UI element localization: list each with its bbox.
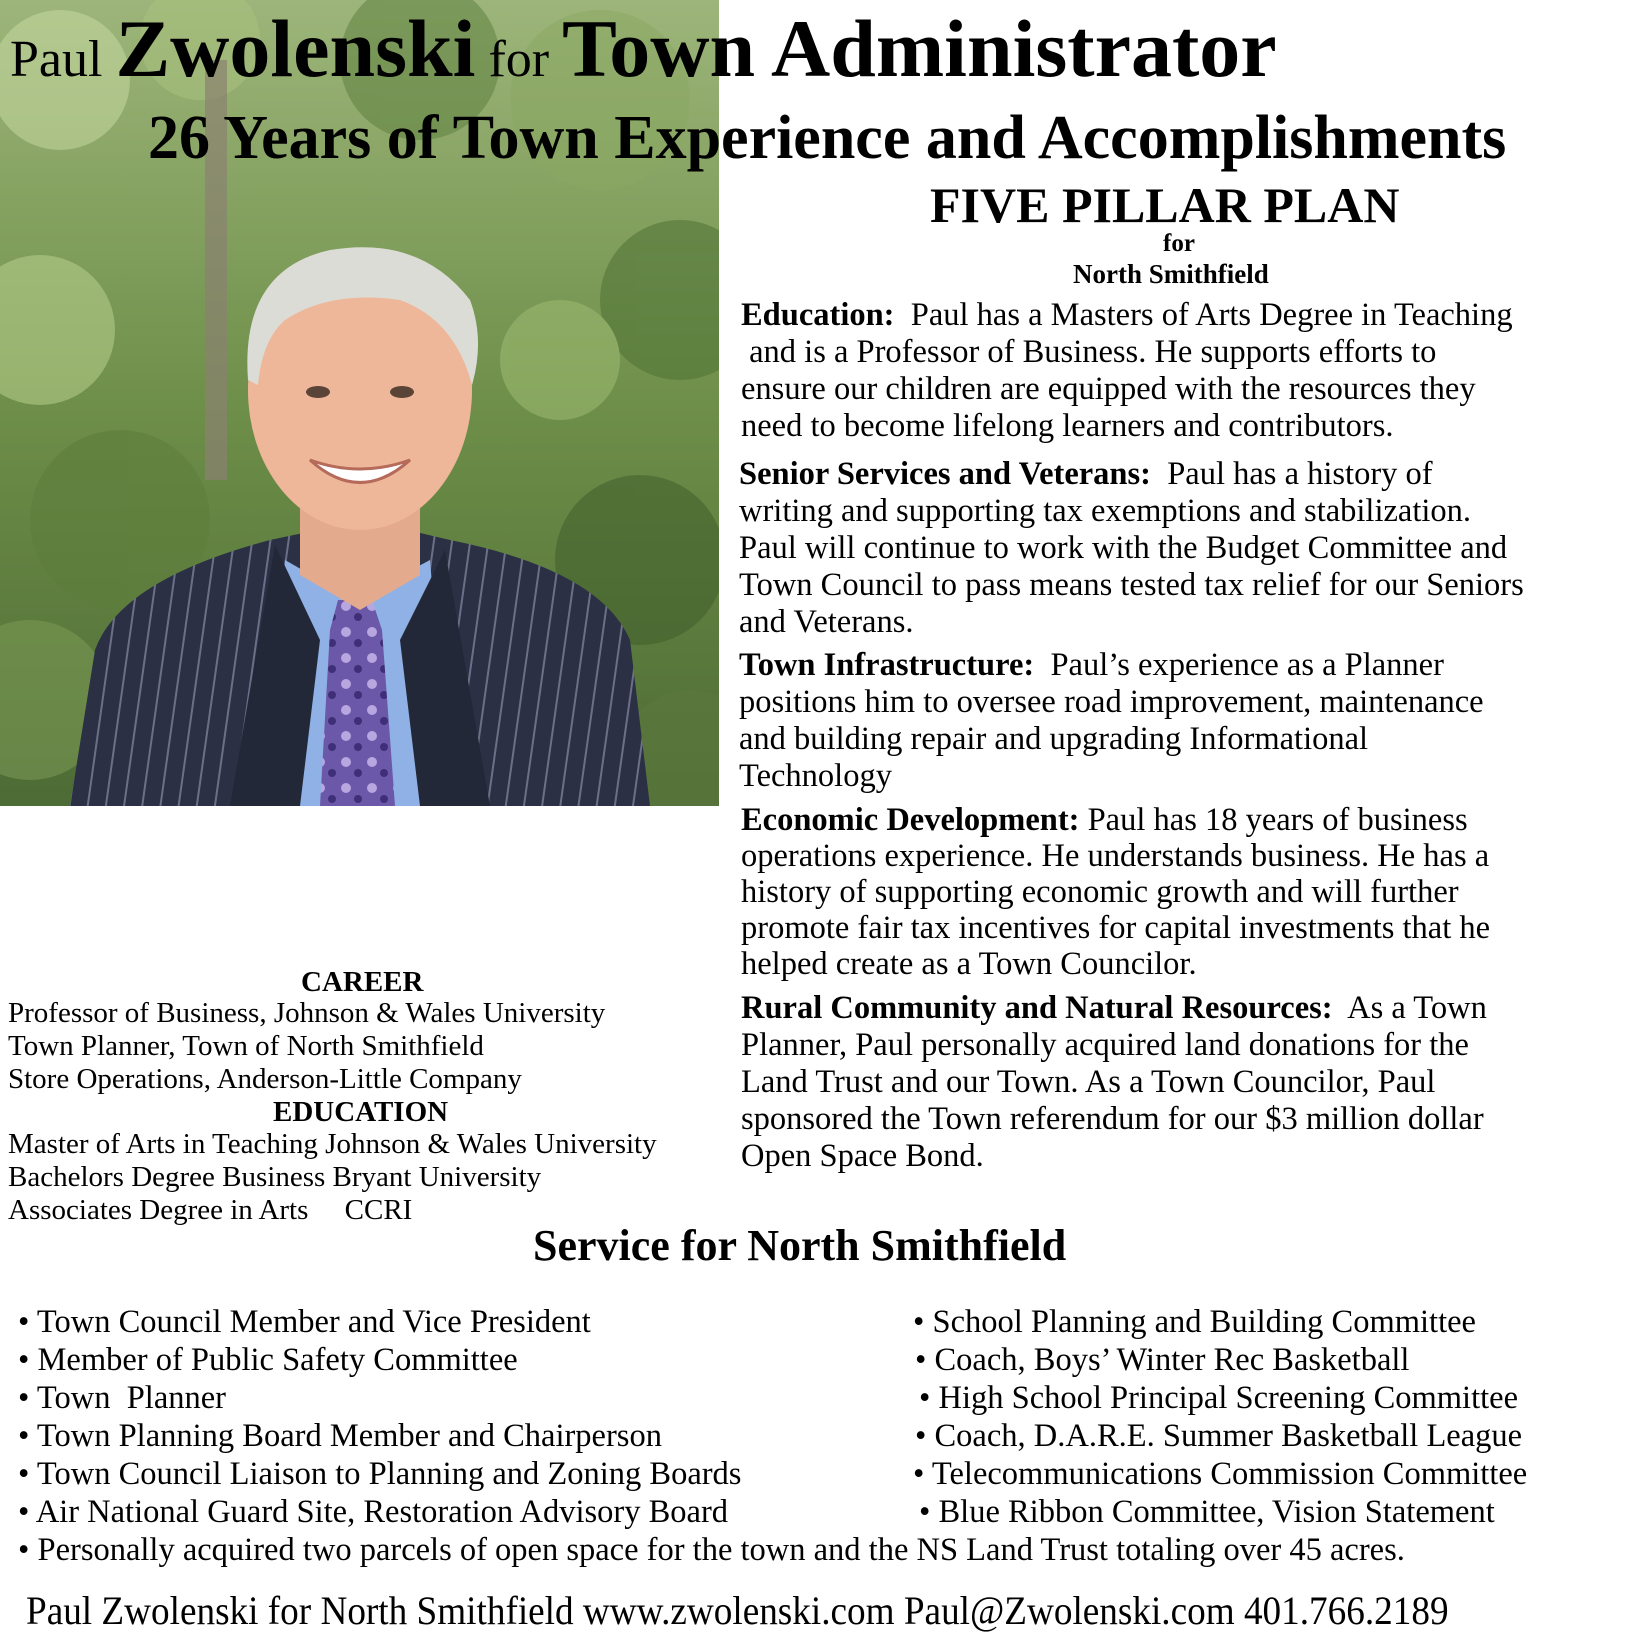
page-title <box>10 3 1277 95</box>
pillar-education <box>741 297 1641 445</box>
pillar-infrastructure <box>739 647 1639 795</box>
career-item: Store Operations, Anderson-Little Company <box>8 1063 522 1095</box>
pillar-text: As a Town <box>1347 990 1487 1026</box>
service-item: • Member of Public Safety Committee <box>18 1342 518 1378</box>
plan-for: for <box>1163 230 1195 257</box>
title-for: for <box>488 31 550 88</box>
title-last-name: Zwolenski <box>115 3 476 94</box>
pillar-text: operations experience. He understands business. He has a <box>741 838 1490 874</box>
education-item: Master of Arts in Teaching Johnson & Wales University <box>8 1128 657 1160</box>
plan-location: North Smithfield <box>1073 259 1269 289</box>
career-item: Professor of Business, Johnson & Wales University <box>8 997 606 1029</box>
education-item: Associates Degree in Arts CCRI <box>8 1194 413 1226</box>
service-item: • Town Council Liaison to Planning and Zoning Boards <box>18 1456 742 1492</box>
pillar-text: and is a Professor of Business. He supports efforts to <box>741 334 1437 370</box>
service-item: • Coach, D.A.R.E. Summer Basketball League <box>915 1418 1523 1454</box>
pillar-text: Land Trust and our Town. As a Town Councilor, Paul <box>741 1064 1436 1100</box>
pillar-text: ensure our children are equipped with the resources they <box>741 371 1476 407</box>
service-item-full: • Personally acquired two parcels of open space for the town and the NS Land Trust totaling over 45 acres. <box>18 1532 1405 1568</box>
pillar-text: and building repair and upgrading Informational <box>739 721 1369 757</box>
pillar-text: Technology <box>739 758 892 794</box>
pillar-text: Open Space Bond. <box>741 1138 984 1174</box>
service-title: Service for North Smithfield <box>533 1221 1067 1270</box>
contact-footer: Paul Zwolenski for North Smithfield www.zwolenski.com Paul@Zwolenski.com 401.766.2189 <box>26 1588 1449 1633</box>
pillar-text: Paul has a history of <box>1167 456 1433 492</box>
pillar-rural-community <box>741 990 1641 1175</box>
title-role: Town Administrator <box>562 3 1277 94</box>
pillar-text: Paul has a Masters of Arts Degree in Teaching <box>910 297 1513 333</box>
education-item: Bachelors Degree Business Bryant University <box>8 1161 542 1193</box>
pillar-label: Economic Development: <box>741 802 1080 838</box>
service-item: • Air National Guard Site, Restoration Advisory Board <box>18 1494 729 1530</box>
service-item: • Town Planning Board Member and Chairperson <box>18 1418 662 1454</box>
service-item: • Town Council Member and Vice President <box>18 1304 591 1340</box>
service-item: • Blue Ribbon Committee, Vision Statement <box>919 1494 1495 1530</box>
pillar-senior-services <box>739 456 1639 641</box>
pillar-label: Town Infrastructure: <box>739 647 1035 683</box>
pillar-label: Rural Community and Natural Resources: <box>741 990 1333 1026</box>
pillar-text: Paul has 18 years of business <box>1087 802 1468 838</box>
page-subtitle: 26 Years of Town Experience and Accomplishments <box>148 104 1507 172</box>
pillar-text: helped create as a Town Councilor. <box>741 946 1197 982</box>
pillar-label: Education: <box>741 297 895 333</box>
title-first-name: Paul <box>10 31 103 88</box>
pillar-text: writing and supporting tax exemptions and stabilization. <box>739 493 1472 529</box>
pillar-text: Paul will continue to work with the Budget Committee and <box>739 530 1508 566</box>
pillar-text: need to become lifelong learners and contributors. <box>741 408 1394 444</box>
plan-title: FIVE PILLAR PLAN <box>930 177 1400 233</box>
career-item: Town Planner, Town of North Smithfield <box>8 1030 484 1062</box>
career-heading: CAREER <box>298 966 426 998</box>
service-item: • Town Planner <box>18 1380 226 1416</box>
service-item: • School Planning and Building Committee <box>913 1304 1476 1340</box>
service-item: • Coach, Boys’ Winter Rec Basketball <box>915 1342 1410 1378</box>
education-heading: EDUCATION <box>270 1096 451 1128</box>
pillar-economic-development <box>741 802 1641 982</box>
pillar-label: Senior Services and Veterans: <box>739 456 1151 492</box>
pillar-text: Planner, Paul personally acquired land donations for the <box>741 1027 1469 1063</box>
pillar-text: promote fair tax incentives for capital investments that he <box>741 910 1491 946</box>
service-item: • High School Principal Screening Committee <box>919 1380 1518 1416</box>
pillar-text: positions him to oversee road improvement, maintenance <box>739 684 1484 720</box>
service-item: • Telecommunications Commission Committee <box>913 1456 1528 1492</box>
pillar-text: history of supporting economic growth and will further <box>741 874 1459 910</box>
pillar-text: sponsored the Town referendum for our $3 million dollar <box>741 1101 1484 1137</box>
pillar-text: Paul’s experience as a Planner <box>1050 647 1444 683</box>
pillar-text: Town Council to pass means tested tax relief for our Seniors <box>739 567 1524 603</box>
pillar-text: and Veterans. <box>739 604 914 640</box>
